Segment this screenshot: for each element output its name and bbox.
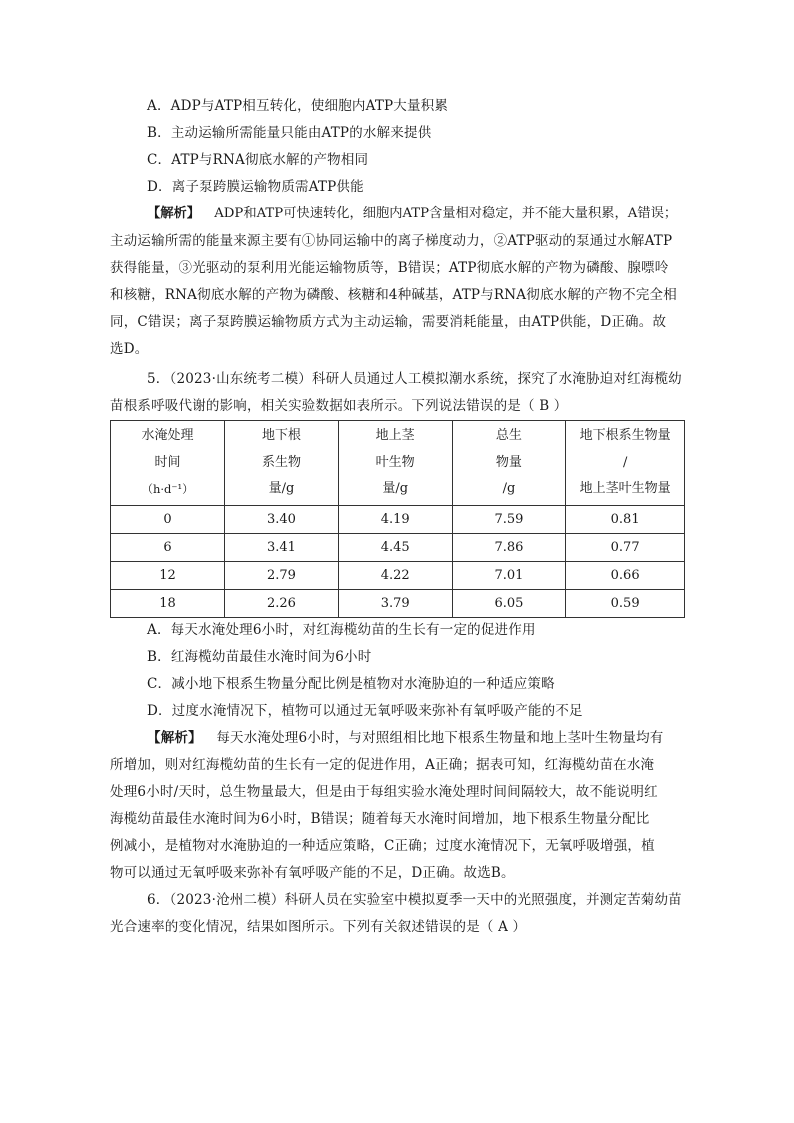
header-text: 时间: [154, 454, 181, 470]
q5-option-d: D．过度水淹情况下，植物可以通过无氧呼吸来弥补有氧呼吸产能的不足: [147, 703, 583, 719]
header-text: 量/g: [268, 481, 295, 497]
q5-option-c: C．减小地下根系生物量分配比例是植物对水淹胁迫的一种适应策略: [147, 676, 555, 692]
table-cell: 6: [111, 534, 225, 562]
q5-analysis-line-6: 物可以通过无氧呼吸来弥补有氧呼吸产能的不足，D正确。故选B。: [110, 865, 515, 881]
table-cell: 0.81: [566, 506, 685, 534]
table-cell: 7.59: [452, 506, 566, 534]
header-text: （h·d⁻¹）: [141, 482, 194, 497]
header-text: 叶生物: [375, 454, 415, 470]
q5-data-table: [110, 420, 685, 618]
table-header-cell: [452, 421, 566, 506]
header-text: 地上茎: [375, 428, 415, 444]
q5-analysis-tag: 【解析】: [147, 730, 202, 746]
header-text: 系生物: [261, 454, 301, 470]
q5-stem-line-2: 苗根系呼吸代谢的影响，相关实验数据如表所示。下列说法错误的是（ B ）: [110, 398, 568, 414]
table-cell: 3.40: [225, 506, 339, 534]
q5-option-a: A．每天水淹处理6小时，对红海榄幼苗的生长有一定的促进作用: [147, 622, 536, 638]
table-row: [111, 506, 685, 534]
q5-analysis-line-4: 海榄幼苗最佳水淹时间为6小时，B错误；随着每天水淹时间增加，地下根系生物量分配比: [110, 811, 650, 827]
table-header-row: [111, 421, 685, 506]
header-text: 物量: [495, 454, 522, 470]
q4-option-c: C．ATP与RNA彻底水解的产物相同: [147, 152, 369, 168]
q4-analysis-line-2: 主动运输所需的能量来源主要有①协同运输中的离子梯度动力，②ATP驱动的泵通过水解ATP: [110, 233, 673, 249]
q4-analysis-line-3: 获得能量，③光驱动的泵利用光能运输物质等，B错误；ATP彻底水解的产物为磷酸、腺嘌呤: [110, 260, 669, 276]
q4-analysis-text: ADP和ATP可快速转化，细胞内ATP含量相对稳定，并不能大量积累，A错误；: [214, 206, 678, 221]
table-cell: 6.05: [452, 590, 566, 618]
q4-analysis-tag: 【解析】: [147, 206, 201, 221]
table-row: [111, 534, 685, 562]
table-cell: 2.79: [225, 562, 339, 590]
q5-analysis-text: 每天水淹处理6小时，与对照组相比地下根系生物量和地上茎叶生物量均有: [216, 730, 664, 746]
header-text: 水淹处理: [141, 428, 194, 444]
q4-option-b: B．主动运输所需能量只能由ATP的水解来提供: [147, 125, 432, 141]
header-text: 地下根系生物量: [579, 428, 671, 444]
header-text: 地上茎叶生物量: [579, 481, 671, 497]
q5-option-b: B．红海榄幼苗最佳水淹时间为6小时: [147, 649, 372, 665]
table-header-cell: [566, 421, 685, 506]
table-row: [111, 562, 685, 590]
table-cell: 4.19: [338, 506, 452, 534]
q4-analysis-line-5: 同，C错误；离子泵跨膜运输物质方式为主动运输，需要消耗能量，由ATP供能，D正确。故: [110, 314, 667, 330]
table-cell: 0.59: [566, 590, 685, 618]
table-cell: 4.45: [338, 534, 452, 562]
table-cell: 3.79: [338, 590, 452, 618]
table-cell: 7.01: [452, 562, 566, 590]
table-row: [111, 590, 685, 618]
q5-analysis-line-1: [147, 728, 685, 748]
table-header-cell: [338, 421, 452, 506]
table-cell: 7.86: [452, 534, 566, 562]
table-cell: 0.77: [566, 534, 685, 562]
q5-analysis-line-2: 所增加，则对红海榄幼苗的生长有一定的促进作用，A正确；据表可知，红海榄幼苗在水淹: [110, 757, 655, 773]
table-cell: 12: [111, 562, 225, 590]
q6-stem-line-2: 光合速率的变化情况，结果如图所示。下列有关叙述错误的是（ A ）: [110, 919, 527, 935]
q5-analysis-line-3: 处理6小时/天时，总生物量最大，但是由于每组实验水淹处理时间间隔较大，故不能说明红: [110, 784, 658, 800]
table-cell: 18: [111, 590, 225, 618]
table-cell: 3.41: [225, 534, 339, 562]
table-cell: 0.66: [566, 562, 685, 590]
header-text: 量/g: [382, 481, 409, 497]
q4-option-a: A．ADP与ATP相互转化，使细胞内ATP大量积累: [147, 98, 449, 114]
header-text: 总生: [495, 428, 522, 444]
q4-analysis-line-1: [147, 204, 685, 224]
table-header-cell: [225, 421, 339, 506]
table-cell: 0: [111, 506, 225, 534]
q5-stem-line-1: 5．（2023·山东统考二模）科研人员通过人工模拟潮水系统，探究了水淹胁迫对红海榄幼: [147, 371, 682, 387]
table-cell: 2.26: [225, 590, 339, 618]
q5-analysis-line-5: 例减小，是植物对水淹胁迫的一种适应策略，C正确；过度水淹情况下，无氧呼吸增强，植: [110, 838, 655, 854]
q4-analysis-line-4: 和核糖，RNA彻底水解的产物为磷酸、核糖和4种碱基，ATP与RNA彻底水解的产物不完全相: [110, 287, 677, 303]
header-text: /g: [502, 481, 516, 497]
table-cell: 4.22: [338, 562, 452, 590]
header-text: 地下根: [261, 428, 301, 444]
header-text: /: [622, 454, 628, 470]
table-header-cell: [111, 421, 225, 506]
q4-analysis-line-6: 选D。: [110, 341, 149, 357]
q6-stem-line-1: 6．（2023·沧州二模）科研人员在实验室中模拟夏季一天中的光照强度，并测定苦菊幼苗: [147, 892, 682, 908]
q4-option-d: D．离子泵跨膜运输物质需ATP供能: [147, 179, 364, 195]
